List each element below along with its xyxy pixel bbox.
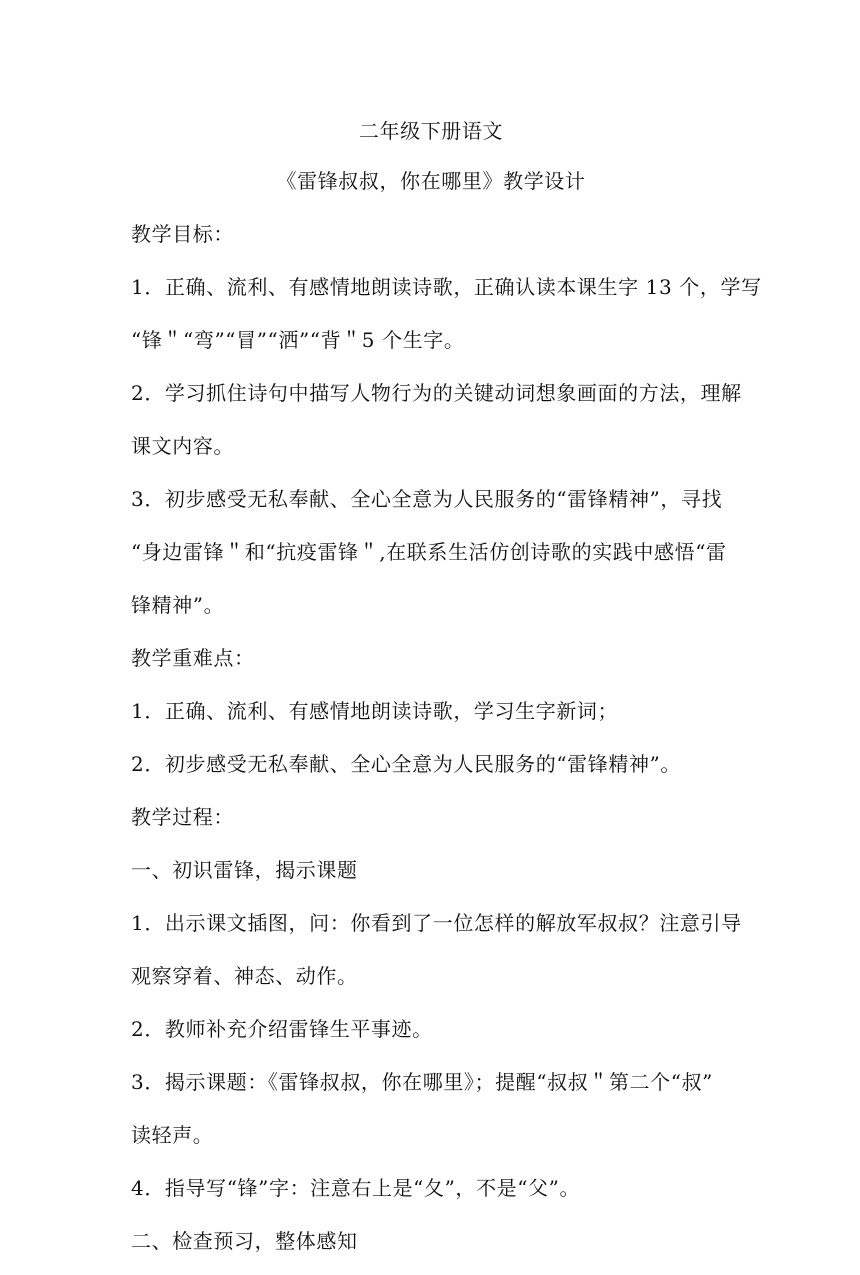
goal-3-line-1: 3．初步感受无私奉献、全心全意为人民服务的“雷锋精神”，寻找	[131, 487, 723, 511]
process-part-1-heading: 一、初识雷锋，揭示课题	[131, 858, 358, 882]
key-point-2: 2．初步感受无私奉献、全心全意为人民服务的“雷锋精神”。	[131, 752, 681, 776]
document-body	[131, 112, 762, 1275]
section-heading-key-points: 教学重难点：	[131, 646, 255, 670]
process-step-3-line-1: 3．揭示课题：《雷锋叔叔，你在哪里》；提醒“叔叔＂第二个“叔”	[131, 1070, 713, 1094]
process-step-1-line-2: 观察穿着、神态、动作。	[131, 964, 358, 988]
goal-2-line-2: 课文内容。	[131, 434, 234, 458]
goal-2-line-1: 2．学习抓住诗句中描写人物行为的关键动词想象画面的方法，理解	[131, 381, 742, 405]
process-part-2-heading: 二、检查预习，整体感知	[131, 1229, 358, 1253]
section-heading-process: 教学过程：	[131, 805, 234, 829]
process-step-3-line-2: 读轻声。	[131, 1123, 214, 1147]
section-heading-goals: 教学目标：	[131, 222, 234, 246]
process-step-4: 4．指导写“锋”字：注意右上是“夂”，不是“父”。	[131, 1176, 581, 1200]
process-step-2: 2．教师补充介绍雷锋生平事迹。	[131, 1017, 433, 1041]
process-step-1-line-1: 1．出示课文插图，问：你看到了一位怎样的解放军叔叔？注意引导	[131, 911, 742, 935]
goal-3-line-3: 锋精神”。	[131, 593, 225, 617]
document-title: 二年级下册语文	[358, 119, 504, 143]
goal-3-line-2: “身边雷锋＂和“抗疫雷锋＂,在联系生活仿创诗歌的实践中感悟“雷	[131, 540, 727, 564]
key-point-1: 1．正确、流利、有感情地朗读诗歌，学习生字新词；	[131, 699, 619, 723]
goal-1-line-1: 1．正确、流利、有感情地朗读诗歌，正确认读本课生字 13 个，学写	[131, 275, 762, 299]
document-subtitle: 《雷锋叔叔，你在哪里》教学设计	[276, 169, 586, 193]
goal-1-line-2: “锋＂“弯”“冒”“洒”“背＂5 个生字。	[131, 328, 465, 352]
